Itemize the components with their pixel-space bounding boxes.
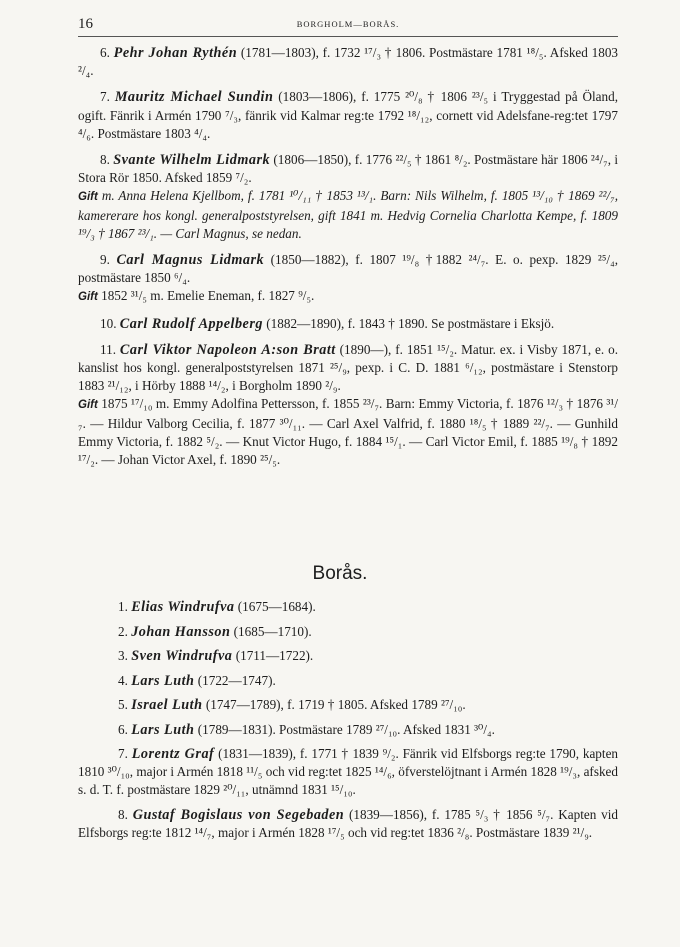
entry-number: 8. xyxy=(100,152,110,168)
entry-text: (1747—1789), f. 1719 † 1805. Afsked 1789 ²⁷/₁₀. xyxy=(202,697,466,712)
entry-number: 2. xyxy=(118,623,128,639)
person-name: Johan Hansson xyxy=(131,623,231,640)
entry-8 xyxy=(78,151,618,243)
person-name: Svante Wilhelm Lidmark xyxy=(113,152,271,169)
entry-number: 1. xyxy=(118,599,128,614)
list-item xyxy=(78,672,618,690)
person-name: Pehr Johan Rythén xyxy=(113,45,238,61)
entry-11 xyxy=(78,341,618,469)
entry-number: 7. xyxy=(100,89,110,105)
list-item xyxy=(78,745,618,800)
entry-text: (1722—1747). xyxy=(194,672,276,688)
entry-text: i Tryggestad på Öland, ogift. Fänrik i Armén 1790 ⁷/₃, fänrik vid Kalmar reg:te 1792 ¹⁸/₁₂, cornett vid Adelsfane-reg:tet 1797 ⁴/₆. Postmästare 1803 ⁴/₄. xyxy=(78,89,618,141)
entry-text: (1831—1839), f. 1771 † 1839 ⁹/₂. Fänrik vid Elfsborgs reg:te 1790, kapten 1810 ³⁰/₁₀, major i Armén 1818 ¹¹/₅ och vid reg:tet 1825 ¹⁴/₆, öfverstelöjtnant i Armén 1828 ¹⁹/₃, afsked s. d. T. f. postmästare 1829 ²⁰/₁₁, utnämnd 1831 ¹⁵/₁₀. xyxy=(78,746,619,798)
page-number: 16 xyxy=(78,16,93,32)
entry-text: Postmästare 1781 ¹⁸/₅. Afsked 1803 ²/₄. xyxy=(78,45,619,79)
entry-text: (1789—1831). Postmästare 1789 ²⁷/₁₀. Afsked 1831 ³⁰/₄. xyxy=(194,721,495,737)
entry-number: 9. xyxy=(100,252,110,268)
entry-text: Matur. ex. i Visby 1871, e. o. kanslist hos kongl. generalpoststyrelsen 1871 ²⁵/₉, pexp. i C. D. 1881 ⁶/₁₂, postmästare i Stenstorp 1883 ²¹/₁₂, i Hörby 1888 ¹⁴/₂, i Borgholm 1890 ²/₉. xyxy=(78,341,619,394)
person-name: Lorentz Graf xyxy=(131,746,215,762)
entry-number: 7. xyxy=(118,746,128,761)
entry-text: (1685—1710). xyxy=(230,623,312,639)
borgholm-entries xyxy=(78,44,618,477)
entry-number: 4. xyxy=(118,672,128,688)
page-header xyxy=(78,16,618,36)
entry-9 xyxy=(78,251,618,307)
entry-number: 6. xyxy=(118,721,128,737)
list-item xyxy=(78,696,618,714)
entry-number: 5. xyxy=(118,697,128,712)
section-title: Borås. xyxy=(312,563,368,584)
person-name: Lars Luth xyxy=(131,672,195,689)
header-rule xyxy=(78,36,618,37)
entry-text: (1890—), f. 1851 ¹⁵/₂. xyxy=(335,341,458,357)
person-name: Sven Windrufva xyxy=(131,648,233,664)
entry-7 xyxy=(78,88,618,143)
list-item xyxy=(78,598,618,616)
person-name: Lars Luth xyxy=(131,721,195,738)
running-head: BORGHOLM—BORÅS. xyxy=(296,19,400,29)
family-text: 1875 ¹⁷/₁₀ m. Emmy Adolfina Pettersson, f. 1855 ²³/₇. Barn: Emmy Victoria, f. 1876 ¹²/₃ † 1876 ³¹/₇. — Hildur Valborg Cecilia, f. 1877 ³⁰/₁₁. — Carl Axel Valfrid, f. 1880 ¹⁸/₅ † 1889 ²²/₇. — Gunhild Emmy Victoria, f. 1882 ⁵/₂. — Knut Victor Hugo, f. 1884 ¹⁵/₁. — Carl Victor Emil, f. 1885 ¹⁹/₈ † 1892 ¹⁷/₂. — Johan Victor Axel, f. 1890 ²⁵/₅. xyxy=(78,396,619,468)
entry-text: (1803—1806), f. 1775 ²⁰/₈ † 1806 ²³/₅ xyxy=(273,89,489,105)
entry-text: (1839—1856), f. 1785 ⁵/₃ † 1856 ⁵/₇. Kapten vid Elfsborgs reg:te 1812 ¹⁴/₇, major i Armén 1828 ¹⁷/₅ och vid reg:tet 1836 ²/₈. Postmästare 1839 ²¹/₉. xyxy=(78,806,619,840)
person-name: Gustaf Bogislaus von Segebaden xyxy=(132,806,345,823)
entry-text: E. o. pexp. 1829 ²⁵/₄, postmästare 1850 ⁶/₄. xyxy=(78,252,618,286)
entry-number: 11. xyxy=(100,341,116,357)
list-item xyxy=(78,647,618,665)
entry-text: (1711—1722). xyxy=(232,648,314,663)
entry-text: (1850—1882), f. 1807 ¹⁹/₈ †1882 ²⁴/₇. xyxy=(264,252,489,268)
entry-number: 6. xyxy=(100,45,110,60)
entry-10 xyxy=(78,315,618,333)
boras-list xyxy=(78,598,618,848)
entry-text: postmästare i Eksjö. xyxy=(447,315,555,331)
person-name: Israel Luth xyxy=(131,697,203,713)
person-name: Carl Viktor Napoleon A:son Bratt xyxy=(119,341,336,358)
person-name: Mauritz Michael Sundin xyxy=(114,89,274,106)
person-name: Elias Windrufva xyxy=(131,599,235,615)
entry-text: (1781—1803), f. 1732 ¹⁷/₃ † 1806. xyxy=(237,45,426,60)
entry-number: 8. xyxy=(118,806,128,822)
entry-number: 10. xyxy=(100,315,117,331)
person-name: Carl Magnus Lidmark xyxy=(116,252,265,269)
list-item xyxy=(78,721,618,739)
entry-text: (1806—1850), f. 1776 ²²/₅ † xyxy=(270,152,422,168)
list-item xyxy=(78,806,618,842)
family-text: 1852 ³¹/₅ m. Emelie Eneman, f. 1827 ⁹/₅. xyxy=(101,288,315,304)
gift-label: Gift xyxy=(78,399,98,412)
gift-label: Gift xyxy=(78,291,98,304)
entry-6 xyxy=(78,44,618,80)
gift-label: Gift xyxy=(78,191,98,204)
person-name: Carl Rudolf Appelberg xyxy=(119,315,263,332)
entry-text: (1882—1890), f. 1843 † 1890. Se xyxy=(262,315,445,331)
entry-number: 3. xyxy=(118,648,128,663)
entry-text: 1861 ⁸/₂. Postmästare här 1806 ²⁴/₇, i Stora Rör 1850. Afsked 1859 ⁷/₂. xyxy=(78,152,619,186)
list-item xyxy=(78,623,618,641)
family-text: m. Anna Helena Kjellbom, f. 1781 ¹⁰/₁₁ † 1853 ¹³/₁. Barn: Nils Wilhelm, f. 1805 ¹³/₁₀ † 1869 ²²/₇, kamererare hos kongl. generalpoststyrelsen, gift 1841 m. Hedvig Cornelia Charlotta Kempe, f. 1809 ¹⁹/₃ † 1867 ²³/₁. — Carl Magnus, se nedan. xyxy=(78,188,618,241)
entry-text: (1675—1684). xyxy=(234,599,316,614)
